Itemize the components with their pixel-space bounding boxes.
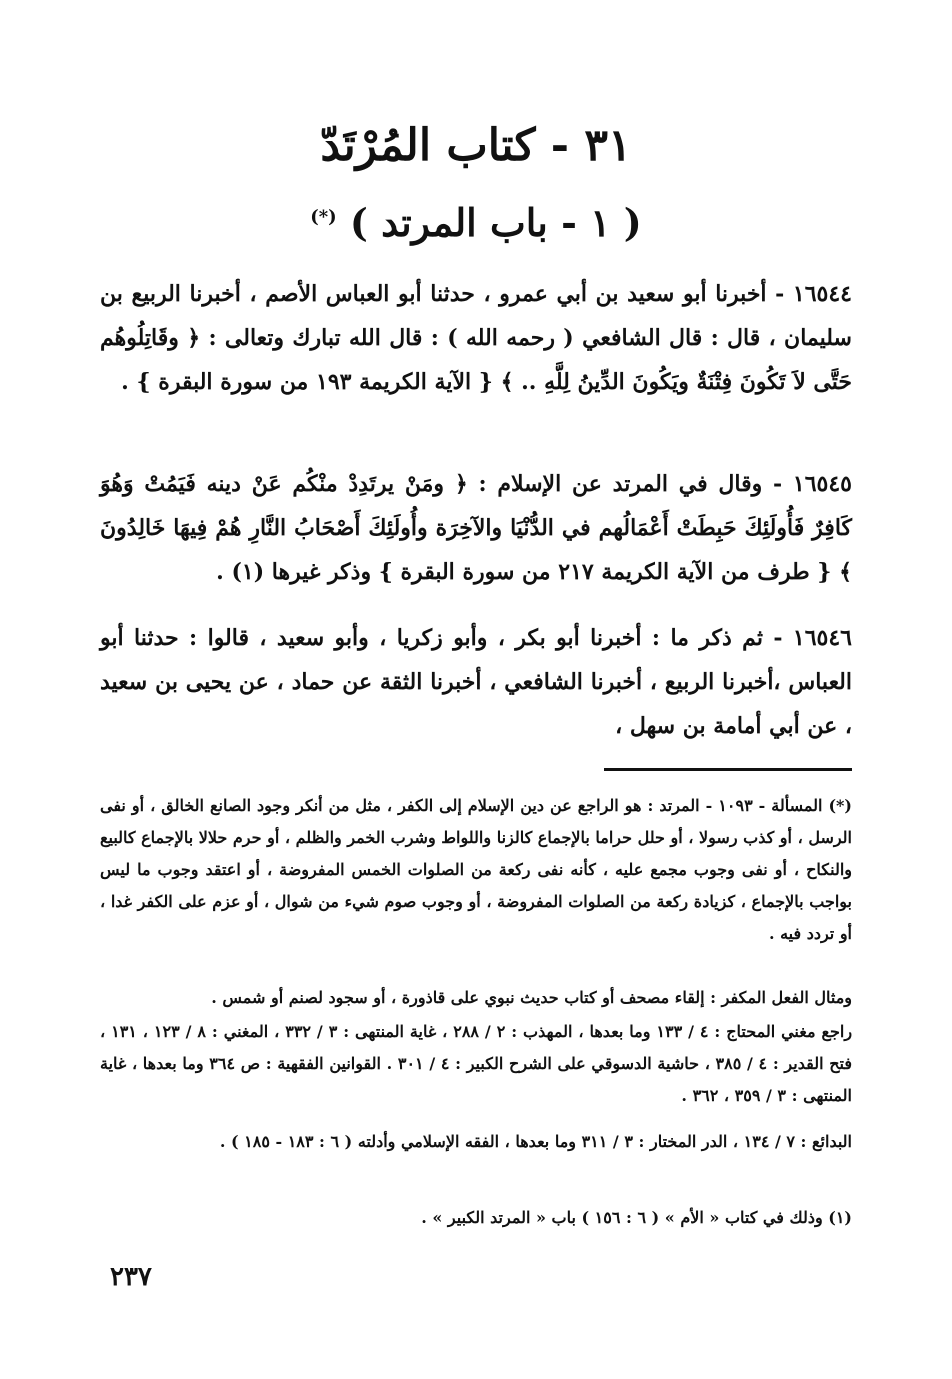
footnote-star: (*) المسألة - ١٠٩٣ - المرتد : هو الراجع عن دين الإسلام إلى الكفر ، مثل من أنكر وجود الصانع الخالق ، أو نفى الرسل ، أو كذب رسولا ، أو حلل حراما بالإجماع كالزنا واللواط وشرب الخمر والظلم ، أو حرم حلالا بالإجماع كالبيع والنكاح ، أو نفى وجوب مجمع عليه ، كأنه نفى ركعة من الصلوات الخمس المفروضة ، أو اعتقد وجوب ما ليس بواجب بالإجماع ، كزيادة ركعة من الصلوات المفروضة ، أو وجوب صوم شيء من شوال ، أو عزم على الكفر غدا ، أو تردد فيه . bbox=[100, 796, 852, 943]
footnote-references: راجع مغني المحتاج : ٤ / ١٣٣ وما بعدها ، المهذب : ٢ / ٢٨٨ ، غاية المنتهى : ٣ / ٣٣٢ ، المغني : ٨ / ١٢٣ ، ١٣١ ، فتح القدير : ٤ / ٣٨٥ ، حاشية الدسوقي على الشرح الكبير : ٤ / ٣٠١ . القوانين الفقهية : ص ٣٦٤ وما بعدها ، غاية المنتهى : ٣ / ٣٥٩ ، ٣٦٢ . bbox=[100, 1022, 853, 1105]
chapter-title: ٣١ - كتاب المُرْتَدّ bbox=[320, 120, 632, 171]
section-title: ( ١ - باب المرتد ) bbox=[349, 200, 642, 245]
hadith-paragraph-16546: ١٦٥٤٦ - ثم ذكر ما : أخبرنا أبو بكر ، وأبو زكريا ، وأبو سعيد ، قالوا : حدثنا أبو العباس ،أخبرنا الربيع ، أخبرنا الشافعي ، أخبرنا الثقة عن حماد ، عن يحيى بن سعيد ، عن أبي أمامة بن سهل ، bbox=[100, 625, 852, 739]
section-title-wrap bbox=[100, 200, 852, 245]
footnote-1: (١) وذلك في كتاب « الأم » ( ٦ : ١٥٦ ) باب « المرتد الكبير » . bbox=[421, 1208, 852, 1227]
page-number: ٢٣٧ bbox=[110, 1262, 152, 1292]
footnote-example: ومثال الفعل المكفر : إلقاء مصحف أو كتاب حديث نبوي على قاذورة ، أو سجود لصنم أو شمس . bbox=[211, 988, 852, 1007]
hadith-paragraph-16544: ١٦٥٤٤ - أخبرنا أبو سعيد بن أبي عمرو ، حدثنا أبو العباس الأصم ، أخبرنا الربيع بن سليمان ، قال : قال الشافعي ( رحمه الله ) : قال الله تبارك وتعالى : ﴿ وقَاتِلُوهُم حَتَّى لاَ تَكُونَ فِتْنَةٌ ويَكُونَ الدِّينُ لِلَّهِ .. ﴾ { الآية الكريمة ١٩٣ من سورة البقرة } . bbox=[100, 281, 852, 395]
footnote-references-2: البدائع : ٧ / ١٣٤ ، الدر المختار : ٣ / ٣١١ وما بعدها ، الفقه الإسلامي وأدلته ( ٦ : ١٨٣ - ١٨٥ ) . bbox=[219, 1132, 852, 1151]
hadith-paragraph-16545: ١٦٥٤٥ - وقال في المرتد عن الإسلام : ﴿ ومَنْ يرتَدِدْ منْكُم عَنْ دينه فَيَمُتْ وَهُوَ كَافِرٌ فَأُولَئِكَ حَبِطَتْ أَعْمَالُهم في الدُّنْيَا والآخِرَة وأُولَئِكَ أَصْحَابُ النَّارِ هُمْ فِيهَا خَالِدُونَ ﴾ { طرف من الآية الكريمة ٢١٧ من سورة البقرة } وذكر غيرها (١) . bbox=[100, 471, 852, 585]
footnote-separator bbox=[604, 768, 852, 771]
section-footnote-marker: (*) bbox=[310, 206, 337, 228]
